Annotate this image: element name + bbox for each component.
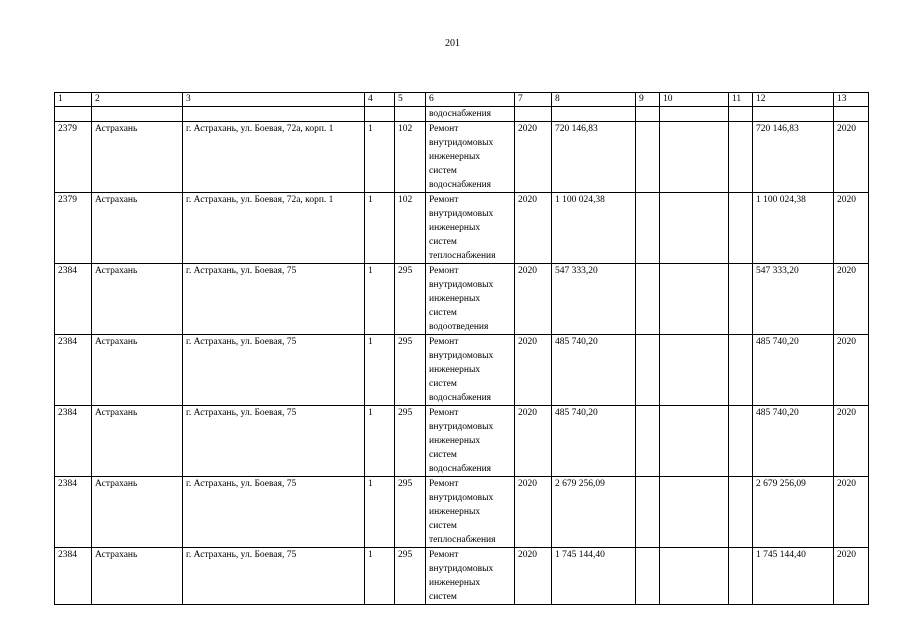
col-5-cell: 102 xyxy=(395,122,426,193)
work-type-line: внутридомовых xyxy=(429,564,494,574)
col-11-cell xyxy=(729,335,753,406)
col-12-cell: 720 146,83 xyxy=(753,122,834,193)
col-12-cell: 1 100 024,38 xyxy=(753,193,834,264)
col-11-cell xyxy=(729,406,753,477)
col-9-cell xyxy=(636,477,660,548)
address-cell: г. Астрахань, ул. Боевая, 75 xyxy=(183,335,365,406)
col-12-cell: 485 740,20 xyxy=(753,406,834,477)
col-12-cell: 547 333,20 xyxy=(753,264,834,335)
col-11-cell xyxy=(729,193,753,264)
work-type-line: Ремонт xyxy=(429,479,459,489)
row-number-cell: 2379 xyxy=(55,193,92,264)
year-cell: 2020 xyxy=(515,548,552,605)
work-type-line: внутридомовых xyxy=(429,493,494,503)
year-cell: 2020 xyxy=(515,122,552,193)
work-type-cell xyxy=(426,335,515,406)
work-type-line: внутридомовых xyxy=(429,422,494,432)
col-10-cell xyxy=(660,122,729,193)
work-type-line: водоснабжения xyxy=(429,180,492,190)
work-type-line: систем xyxy=(429,592,457,602)
table-row xyxy=(55,406,869,477)
table-cell xyxy=(92,107,183,122)
table-row xyxy=(55,264,869,335)
work-type-line: систем xyxy=(429,308,457,318)
col-4-cell: 1 xyxy=(365,193,395,264)
table-row xyxy=(55,335,869,406)
page-number: 201 xyxy=(445,38,460,49)
work-type-line: инженерных xyxy=(429,294,481,304)
table-cell xyxy=(729,107,753,122)
table-cell xyxy=(55,107,92,122)
table-row xyxy=(55,193,869,264)
col-13-cell: 2020 xyxy=(834,264,869,335)
col-13-cell: 2020 xyxy=(834,406,869,477)
work-type-line: внутридомовых xyxy=(429,280,494,290)
work-type-line: Ремонт xyxy=(429,266,459,276)
address-cell: г. Астрахань, ул. Боевая, 75 xyxy=(183,477,365,548)
amount-cell: 720 146,83 xyxy=(552,122,636,193)
column-header: 7 xyxy=(515,93,552,107)
work-type-line: систем xyxy=(429,521,457,531)
work-type-line: систем xyxy=(429,379,457,389)
column-header: 5 xyxy=(395,93,426,107)
year-cell: 2020 xyxy=(515,264,552,335)
column-header: 2 xyxy=(92,93,183,107)
work-type-cell xyxy=(426,406,515,477)
column-header: 9 xyxy=(636,93,660,107)
row-number-cell: 2384 xyxy=(55,406,92,477)
table-row xyxy=(55,122,869,193)
table-cell xyxy=(395,107,426,122)
work-type-line: внутридомовых xyxy=(429,138,494,148)
work-type-line: Ремонт xyxy=(429,195,459,205)
column-header: 6 xyxy=(426,93,515,107)
header-row xyxy=(55,93,869,107)
col-9-cell xyxy=(636,406,660,477)
work-type-line: инженерных xyxy=(429,578,481,588)
col-9-cell xyxy=(636,193,660,264)
work-type-line: инженерных xyxy=(429,152,481,162)
work-type-line: Ремонт xyxy=(429,550,459,560)
city-cell: Астрахань xyxy=(92,335,183,406)
table-cell xyxy=(753,107,834,122)
col-9-cell xyxy=(636,548,660,605)
row-number-cell: 2384 xyxy=(55,335,92,406)
col-4-cell: 1 xyxy=(365,264,395,335)
col-11-cell xyxy=(729,122,753,193)
year-cell: 2020 xyxy=(515,335,552,406)
work-type-line: инженерных xyxy=(429,223,481,233)
city-cell: Астрахань xyxy=(92,264,183,335)
work-type-line: теплоснабжения xyxy=(429,251,496,261)
row-number-cell: 2384 xyxy=(55,548,92,605)
col-9-cell xyxy=(636,122,660,193)
city-cell: Астрахань xyxy=(92,406,183,477)
amount-cell: 1 745 144,40 xyxy=(552,548,636,605)
table-row xyxy=(55,548,869,605)
year-cell: 2020 xyxy=(515,406,552,477)
column-header: 4 xyxy=(365,93,395,107)
col-13-cell: 2020 xyxy=(834,477,869,548)
amount-cell: 1 100 024,38 xyxy=(552,193,636,264)
work-type-line: Ремонт xyxy=(429,124,459,134)
table-cell xyxy=(365,107,395,122)
work-type-line: инженерных xyxy=(429,365,481,375)
col-10-cell xyxy=(660,477,729,548)
col-4-cell: 1 xyxy=(365,335,395,406)
column-header: 3 xyxy=(183,93,365,107)
col-10-cell xyxy=(660,548,729,605)
col-10-cell xyxy=(660,335,729,406)
col-13-cell: 2020 xyxy=(834,335,869,406)
work-type-cell xyxy=(426,477,515,548)
table-cell: водоснабжения xyxy=(426,107,515,122)
table-cell xyxy=(552,107,636,122)
col-5-cell: 295 xyxy=(395,335,426,406)
row-number-cell: 2384 xyxy=(55,264,92,335)
work-type-line: систем xyxy=(429,237,457,247)
col-13-cell: 2020 xyxy=(834,548,869,605)
col-4-cell: 1 xyxy=(365,122,395,193)
work-type-line: водоснабжения xyxy=(429,464,492,474)
address-cell: г. Астрахань, ул. Боевая, 75 xyxy=(183,406,365,477)
work-type-cell xyxy=(426,122,515,193)
col-10-cell xyxy=(660,264,729,335)
work-type-line: Ремонт xyxy=(429,408,459,418)
col-5-cell: 102 xyxy=(395,193,426,264)
table-cell xyxy=(183,107,365,122)
col-11-cell xyxy=(729,548,753,605)
city-cell: Астрахань xyxy=(92,477,183,548)
col-12-cell: 485 740,20 xyxy=(753,335,834,406)
col-13-cell: 2020 xyxy=(834,193,869,264)
column-header: 11 xyxy=(729,93,753,107)
address-cell: г. Астрахань, ул. Боевая, 75 xyxy=(183,548,365,605)
work-type-cell xyxy=(426,193,515,264)
address-cell: г. Астрахань, ул. Боевая, 75 xyxy=(183,264,365,335)
table-cell xyxy=(636,107,660,122)
register-table xyxy=(54,92,869,605)
table-cell xyxy=(660,107,729,122)
col-9-cell xyxy=(636,264,660,335)
col-4-cell: 1 xyxy=(365,548,395,605)
work-type-line: Ремонт xyxy=(429,337,459,347)
work-type-line: систем xyxy=(429,166,457,176)
year-cell: 2020 xyxy=(515,477,552,548)
city-cell: Астрахань xyxy=(92,548,183,605)
col-11-cell xyxy=(729,477,753,548)
address-cell: г. Астрахань, ул. Боевая, 72а, корп. 1 xyxy=(183,193,365,264)
work-type-line: внутридомовых xyxy=(429,209,494,219)
col-12-cell: 1 745 144,40 xyxy=(753,548,834,605)
row-number-cell: 2379 xyxy=(55,122,92,193)
amount-cell: 2 679 256,09 xyxy=(552,477,636,548)
work-type-line: инженерных xyxy=(429,507,481,517)
column-header: 1 xyxy=(55,93,92,107)
amount-cell: 547 333,20 xyxy=(552,264,636,335)
address-cell: г. Астрахань, ул. Боевая, 72а, корп. 1 xyxy=(183,122,365,193)
work-type-cell xyxy=(426,548,515,605)
table-cell xyxy=(515,107,552,122)
column-header: 8 xyxy=(552,93,636,107)
amount-cell: 485 740,20 xyxy=(552,335,636,406)
table-cell xyxy=(834,107,869,122)
col-4-cell: 1 xyxy=(365,406,395,477)
city-cell: Астрахань xyxy=(92,193,183,264)
row-number-cell: 2384 xyxy=(55,477,92,548)
work-type-line: водоотведения xyxy=(429,322,489,332)
col-11-cell xyxy=(729,264,753,335)
col-13-cell: 2020 xyxy=(834,122,869,193)
col-10-cell xyxy=(660,406,729,477)
city-cell: Астрахань xyxy=(92,122,183,193)
col-5-cell: 295 xyxy=(395,548,426,605)
amount-cell: 485 740,20 xyxy=(552,406,636,477)
work-type-line: систем xyxy=(429,450,457,460)
column-header: 13 xyxy=(834,93,869,107)
work-type-line: водоснабжения xyxy=(429,393,492,403)
col-12-cell: 2 679 256,09 xyxy=(753,477,834,548)
col-5-cell: 295 xyxy=(395,264,426,335)
col-4-cell: 1 xyxy=(365,477,395,548)
work-type-cell xyxy=(426,264,515,335)
year-cell: 2020 xyxy=(515,193,552,264)
col-9-cell xyxy=(636,335,660,406)
col-5-cell: 295 xyxy=(395,406,426,477)
col-10-cell xyxy=(660,193,729,264)
work-type-line: теплоснабжения xyxy=(429,535,496,545)
table-row xyxy=(55,477,869,548)
column-header: 10 xyxy=(660,93,729,107)
work-type-line: внутридомовых xyxy=(429,351,494,361)
col-5-cell: 295 xyxy=(395,477,426,548)
column-header: 12 xyxy=(753,93,834,107)
work-type-line: инженерных xyxy=(429,436,481,446)
continuation-row xyxy=(55,107,869,122)
